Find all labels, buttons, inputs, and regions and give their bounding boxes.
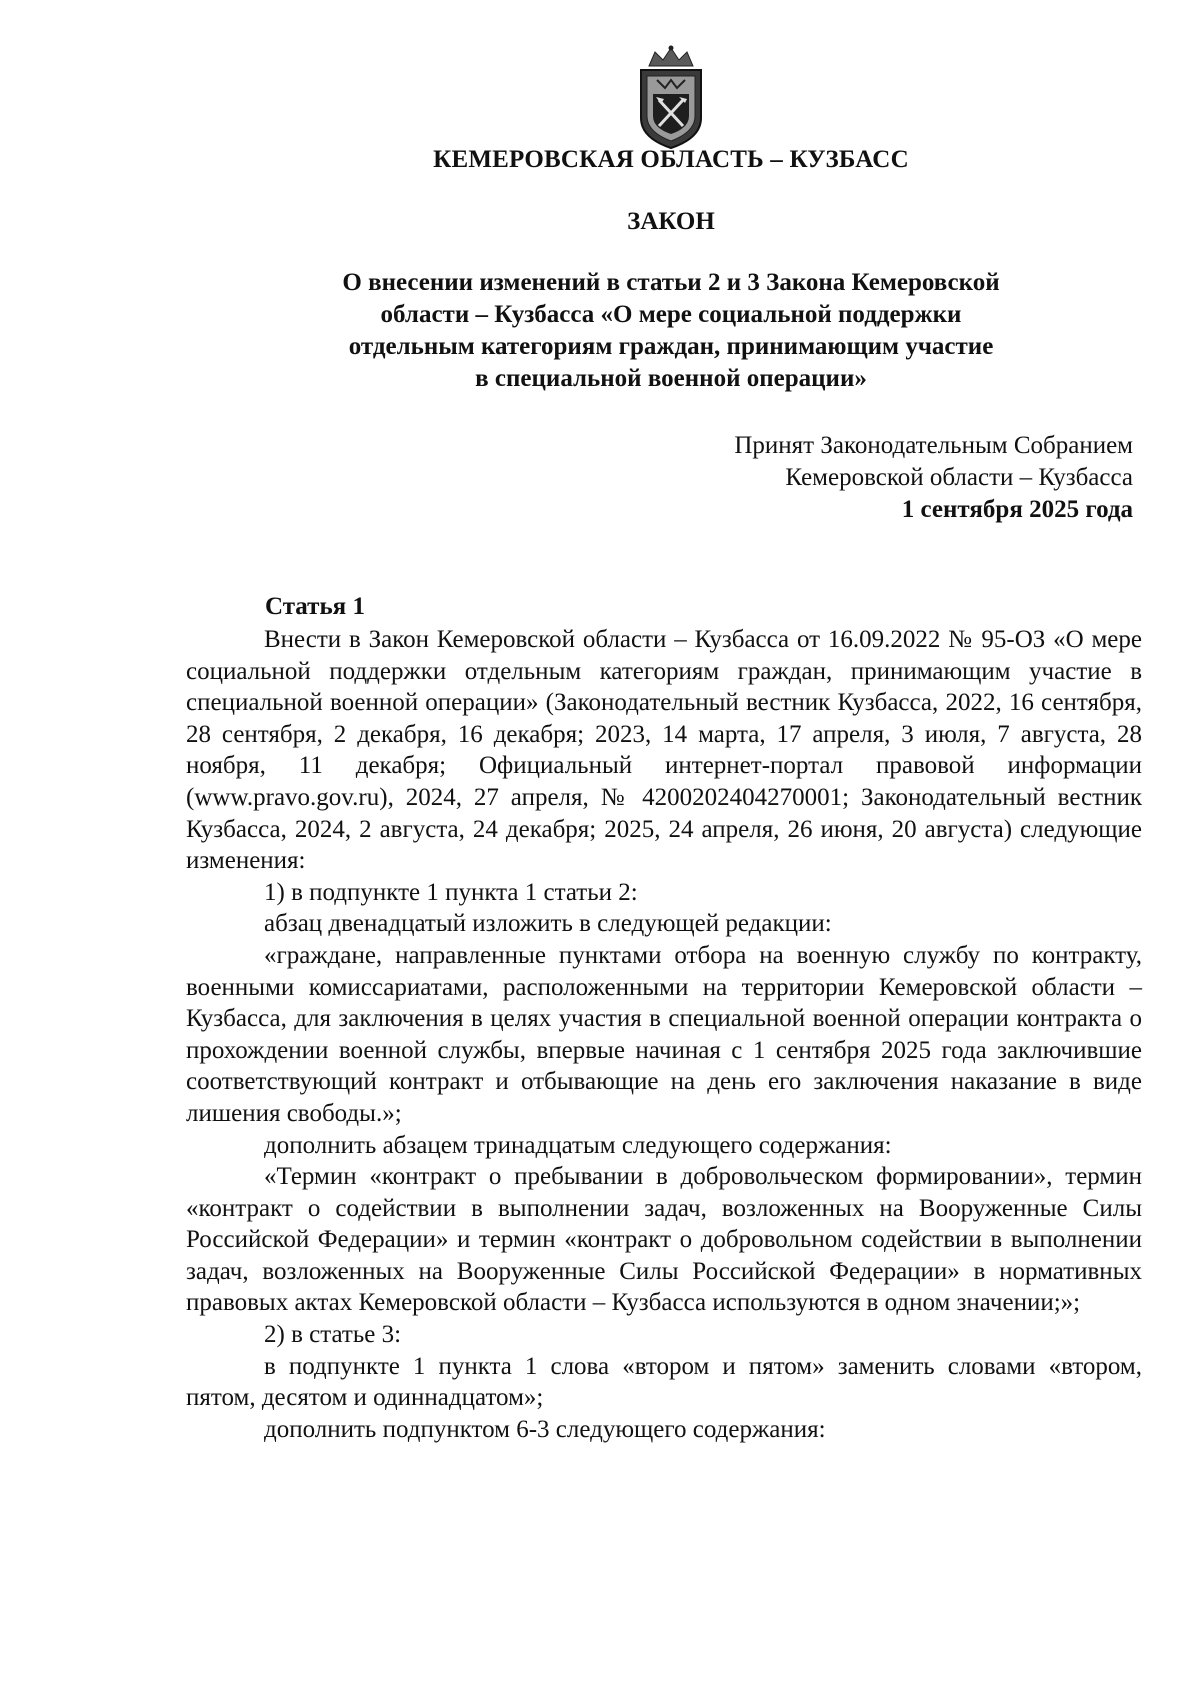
paragraph: «граждане, направленные пунктами отбора на военную службу по контракту, военными комиссариатами, расположенными на территории Кемеровской области – Кузбасса, для заключения в целях участия в специальной военной операции контракта о прохождении военной службы, впервые начиная с 1 сентября 2025 года заключившие соответствующий контракт и отбывающие на день его заключения наказание в виде лишения свободы.»; <box>186 941 1142 1127</box>
adoption-line: Кемеровской области – Кузбасса <box>785 464 1133 491</box>
article-heading: Статья 1 <box>265 593 365 620</box>
adoption-date: 1 сентября 2025 года <box>901 496 1133 523</box>
region-heading: КЕМЕРОВСКАЯ ОБЛАСТЬ – КУЗБАСС <box>433 146 909 173</box>
adoption-line: Принят Законодательным Собранием <box>734 432 1133 459</box>
law-title-line: отдельным категориям граждан, принимающим участие <box>348 333 994 360</box>
paragraph: 2) в статье 3: <box>264 1321 402 1349</box>
article-body <box>186 624 1142 1445</box>
law-title-line: О внесении изменений в статьи 2 и 3 Закона Кемеровской <box>342 269 1000 296</box>
paragraph: дополнить подпунктом 6-3 следующего содержания: <box>264 1415 826 1443</box>
law-title-line: в специальной военной операции» <box>475 365 867 392</box>
adoption-block <box>734 430 1133 526</box>
paragraph: Внести в Закон Кемеровской области – Кузбасса от 16.09.2022 № 95-ОЗ «О мере социальной поддержки отдельным категориям граждан, принимающим участие в специальной военной операции» (Законодательный вестник Кузбасса, 2022, 16 сентября, 28 сентября, 2 декабря, 16 декабря; 2023, 14 марта, 17 апреля, 3 июля, 7 августа, 28 ноября, 11 декабря; Официальный интернет-портал правовой информации (www.pravo.gov.ru), 2024, 27 апреля, № 4200202404270001; Законодательный вестник Кузбасса, 2024, 2 августа, 24 декабря; 2025, 24 апреля, 26 июня, 20 августа) следующие изменения: <box>186 626 1142 875</box>
paragraph: «Термин «контракт о пребывании в добровольческом формировании», термин «контракт о содействии в выполнении задач, возложенных на Вооруженные Силы Российской Федерации» и термин «контракт о добровольном содействии в выполнении задач, возложенных на Вооруженные Силы Российской Федерации» в нормативных правовых актах Кемеровской области – Кузбасса используются в одном значении;»; <box>186 1163 1142 1317</box>
paragraph: абзац двенадцатый изложить в следующей редакции: <box>264 910 832 938</box>
paragraph: дополнить абзацем тринадцатым следующего содержания: <box>264 1131 892 1159</box>
coat-of-arms-icon <box>627 44 715 152</box>
document-type: ЗАКОН <box>627 208 715 235</box>
law-title <box>250 267 1092 395</box>
paragraph: 1) в подпункте 1 пункта 1 статьи 2: <box>264 878 638 906</box>
paragraph: в подпункте 1 пункта 1 слова «втором и пятом» заменить словами «втором, пятом, десятом и одиннадцатом»; <box>186 1352 1142 1412</box>
law-title-line: области – Кузбасса «О мере социальной поддержки <box>380 301 962 328</box>
